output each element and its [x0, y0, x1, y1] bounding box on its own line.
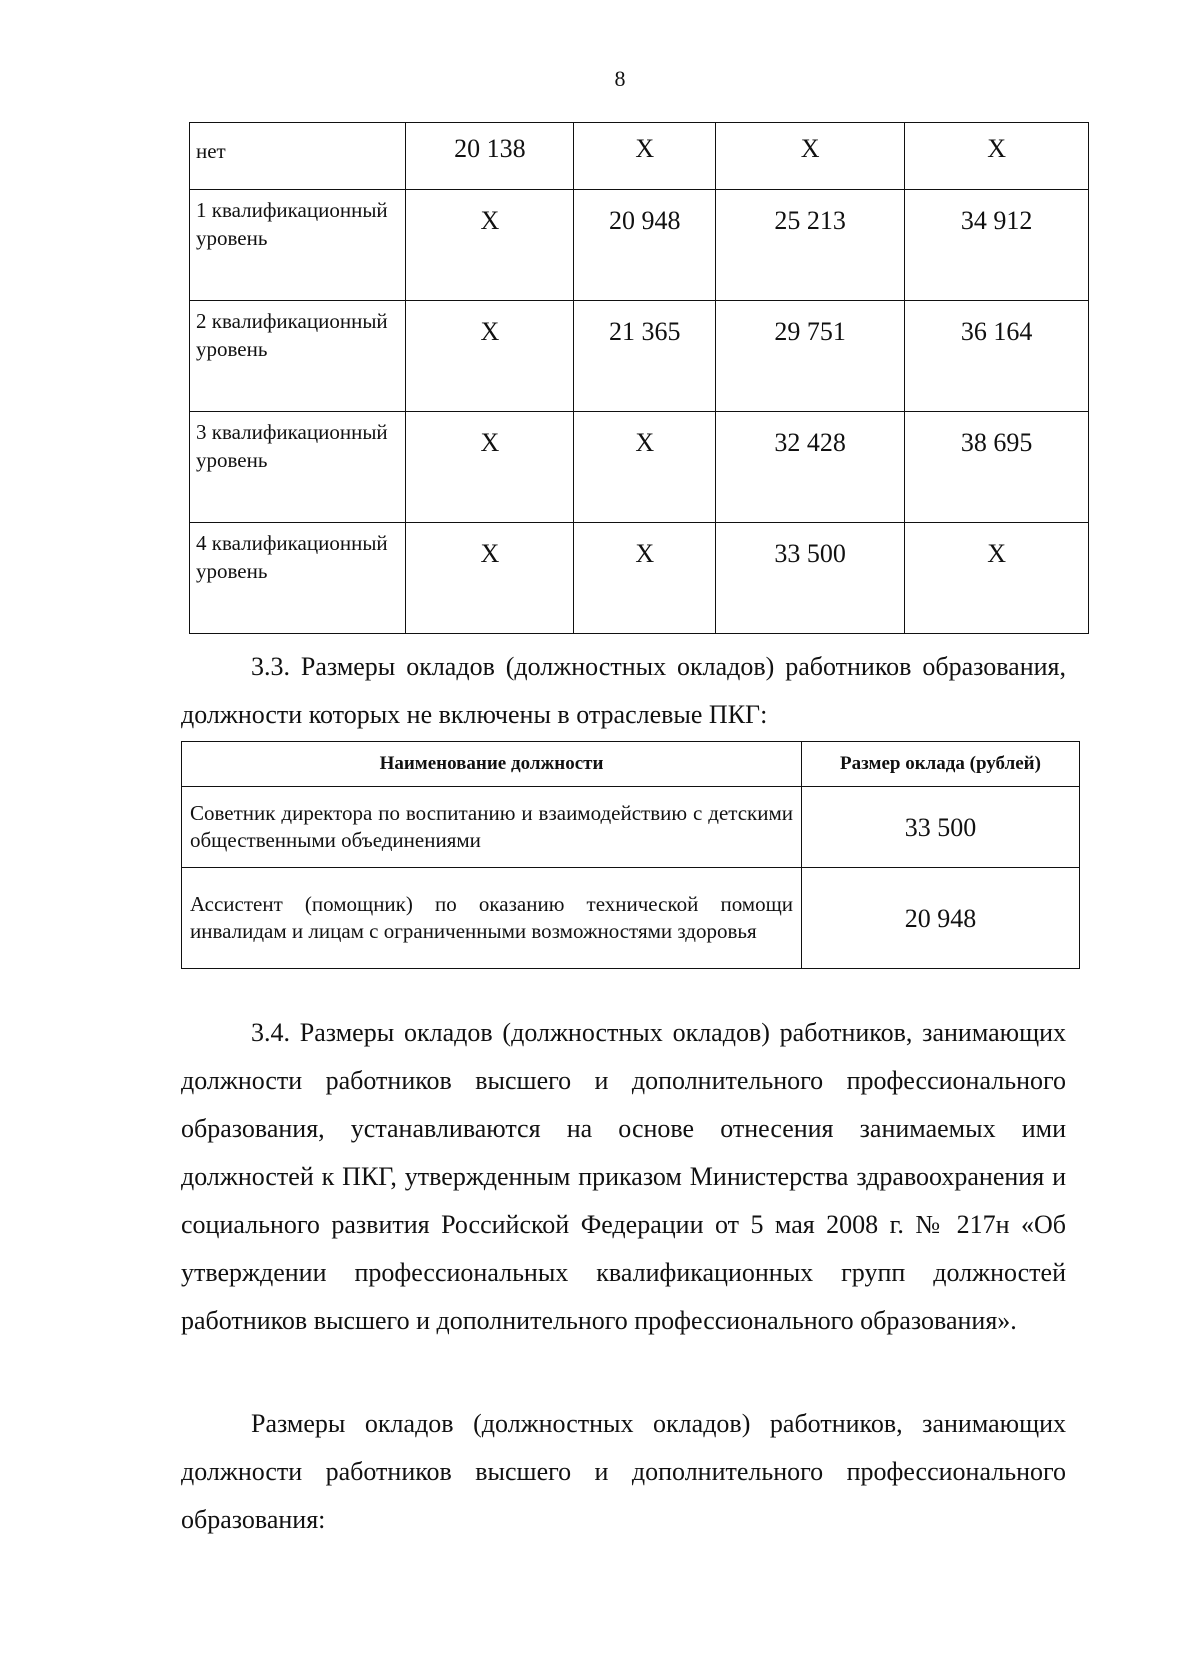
closing-paragraph: Размеры окладов (должностных окладов) работников, занимающих должности работников высшего и дополнительного профессионального образования:	[181, 1409, 1066, 1534]
salary-table	[189, 122, 1089, 634]
table-row	[190, 523, 1089, 634]
section-3-4-paragraph: 3.4. Размеры окладов (должностных окладов) работников, занимающих должности работников высшего и дополнительного профессионального образования, устанавливаются на основе отнесения занимаемых ими должностей к ПКГ, утвержденным приказом Министерства здравоохранения и социального развития Российской Федерации от 5 мая 2008 г. № 217н «Об утверждении профессиональных квалификационных групп должностей работников высшего и дополнительного профессионального образования».	[181, 1018, 1066, 1335]
column-header: Размер оклада (рублей)	[802, 742, 1080, 787]
position-name: Советник директора по воспитанию и взаимодействию с детскими общественными объединениями	[182, 787, 802, 868]
table-cell: Х	[406, 190, 574, 301]
table-cell: Х	[716, 123, 905, 190]
table-cell: 21 365	[574, 301, 716, 412]
position-name: Ассистент (помощник) по оказанию технической помощи инвалидам и лицам с ограниченными возможностями здоровья	[182, 868, 802, 969]
table-row	[182, 787, 1080, 868]
column-header: Наименование должности	[182, 742, 802, 787]
table-cell: Х	[905, 523, 1089, 634]
table-cell: Х	[406, 301, 574, 412]
table-cell: Х	[574, 523, 716, 634]
table-cell: 36 164	[905, 301, 1089, 412]
table-cell: Х	[406, 523, 574, 634]
table-cell: Х	[574, 412, 716, 523]
table-header-row	[182, 742, 1080, 787]
page-number: 8	[614, 66, 626, 91]
table-cell: 20 138	[406, 123, 574, 190]
row-label: 3 квалификационный уровень	[190, 412, 406, 523]
table-cell: 32 428	[716, 412, 905, 523]
table-row	[190, 301, 1089, 412]
table-row	[190, 123, 1089, 190]
table-cell: Х	[574, 123, 716, 190]
table-cell: 34 912	[905, 190, 1089, 301]
table-row	[190, 412, 1089, 523]
positions-table	[181, 741, 1080, 969]
row-label: 1 квалификационный уровень	[190, 190, 406, 301]
row-label: 2 квалификационный уровень	[190, 301, 406, 412]
table-cell: 33 500	[716, 523, 905, 634]
section-3-3-paragraph: 3.3. Размеры окладов (должностных окладов) работников образования, должности которых не включены в отраслевые ПКГ:	[181, 652, 1066, 729]
row-label: 4 квалификационный уровень	[190, 523, 406, 634]
position-salary: 20 948	[802, 868, 1080, 969]
position-salary: 33 500	[802, 787, 1080, 868]
table-cell: Х	[406, 412, 574, 523]
table-cell: 38 695	[905, 412, 1089, 523]
row-label: нет	[190, 123, 406, 190]
table-cell: 20 948	[574, 190, 716, 301]
table-cell: 29 751	[716, 301, 905, 412]
table-row	[182, 868, 1080, 969]
table-row	[190, 190, 1089, 301]
table-cell: 25 213	[716, 190, 905, 301]
table-cell: Х	[905, 123, 1089, 190]
